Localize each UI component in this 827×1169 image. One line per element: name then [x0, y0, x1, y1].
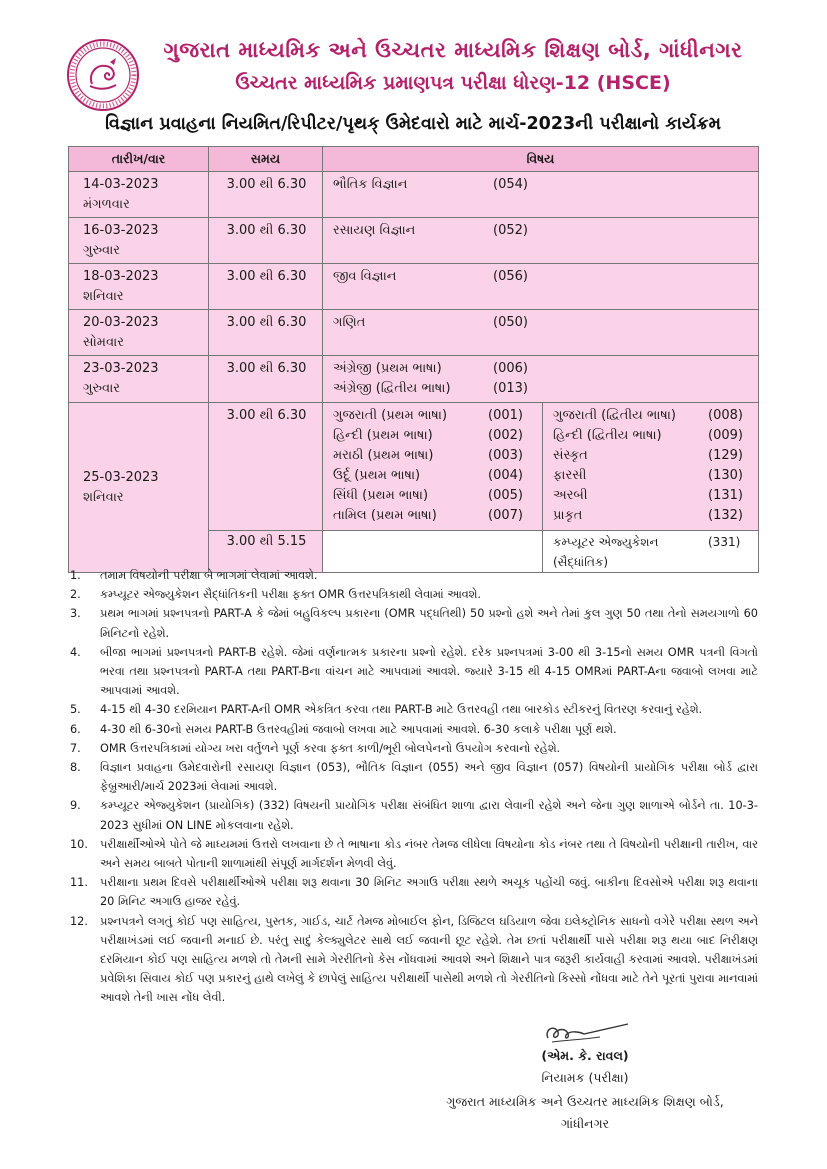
exam-date: 18-03-2023	[83, 269, 159, 284]
exam-time: 3.00 થી 6.30	[226, 361, 307, 376]
subject-name: ઉર્દૂ (પ્રથમ ભાષા)	[333, 468, 421, 483]
subject-code: (131)	[708, 488, 743, 503]
exam-name-heading: ઉચ્ચતર માધ્યમિક પ્રમાણપત્ર પરીક્ષા ધોરણ-12 (HSCE)	[235, 72, 671, 94]
exam-date: 20-03-2023	[83, 315, 159, 330]
schedule-title: વિજ્ઞાન પ્રવાહના નિયમિત/રિપીટર/પૃથક્ ઉમેદવારો માટે માર્ચ-2023ની પરીક્ષાનો કાર્યક્રમ	[105, 114, 721, 134]
item-number: 2.	[70, 588, 81, 602]
signatory-org: ગુજરાત માધ્યમિક અને ઉચ્ચતર માધ્યમિક શિક્ષણ બોર્ડ,	[446, 1094, 724, 1109]
exam-day: શનિવાર	[83, 289, 124, 304]
exam-day: ગુરુવાર	[83, 381, 121, 396]
item-text: કમ્પ્યૂટર એજ્યુકેશન સૈદ્ધાંતિકની પરીક્ષા ફક્ત OMR ઉત્તરપત્રિકાથી લેવામાં આવશે.	[100, 588, 481, 602]
item-number: 7.	[70, 741, 81, 755]
item-number: 8.	[70, 761, 81, 775]
signatory-title: નિયામક (પરીક્ષા)	[541, 1070, 629, 1085]
exam-day: શનિવાર	[83, 490, 124, 505]
exam-date: 23-03-2023	[83, 361, 159, 376]
exam-time: 3.00 થી 6.30	[226, 408, 307, 423]
exam-schedule-table	[68, 146, 759, 573]
header-date-day: તારીખ/વાર	[69, 147, 209, 172]
list-item	[70, 873, 758, 911]
subject-code: (006)	[493, 361, 528, 376]
subject-name: સંસ્કૃત	[553, 448, 588, 463]
subject-name: જીવ વિજ્ઞાન	[333, 269, 397, 284]
subject-code: (056)	[493, 269, 528, 284]
list-item	[70, 585, 758, 604]
instructions-list	[70, 566, 758, 1008]
list-item	[70, 720, 758, 739]
time-cell	[209, 310, 323, 356]
header-subject: વિષય	[323, 147, 759, 172]
time-cell	[209, 218, 323, 264]
subject-name: રસાયણ વિજ્ઞાન	[333, 223, 416, 238]
subject-name: ફારસી	[553, 468, 587, 483]
subject-cell-second-language	[543, 403, 759, 531]
item-number: 11.	[70, 876, 88, 890]
item-text: બીજા ભાગમાં પ્રશ્નપત્રનો PART-B રહેશે. જેમાં વર્ણનાત્મક પ્રકારના પ્રશ્નો રહેશે. દરેક પ્રશ્નપત્રમાં 3-00 થી 3-15નો સમય OMR પત્રની વિગતો ભરવા તથા પ્રશ્નપત્રનો PART-A તથા PART-Bના વાંચન માટે આપવામાં આવશે. જ્યારે 3-15 થી 4-15 OMRમાં PART-Aના જવાબો લખવા માટે આપવામાં આવશે.	[100, 645, 758, 698]
subject-cell	[323, 310, 759, 356]
list-item	[70, 566, 758, 585]
list-item	[70, 604, 758, 642]
subject-code: (008)	[708, 408, 743, 423]
item-text: વિજ્ઞાન પ્રવાહના ઉમેદવારોની રસાયણ વિજ્ઞાન (053), ભૌતિક વિજ્ઞાન (055) અને જીવ વિજ્ઞાન (057) વિષયોની પ્રાયોગિક પરીક્ષા બોર્ડ દ્વારા ફેબ્રુઆરી/માર્ચ 2023માં લેવામાં આવશે.	[100, 761, 758, 794]
table-row	[69, 172, 759, 218]
subject-name: ગુજરાતી (દ્વિતીય ભાષા)	[553, 408, 676, 423]
exam-date: 25-03-2023	[83, 470, 159, 485]
time-cell	[209, 356, 323, 403]
subject-name: ભૌતિક વિજ્ઞાન	[333, 177, 408, 192]
exam-time: 3.00 થી 6.30	[226, 315, 307, 330]
subject-code: (001)	[488, 408, 523, 423]
subject-code: (132)	[708, 508, 743, 523]
subject-code: (130)	[708, 468, 743, 483]
date-cell	[69, 172, 209, 218]
item-text: પ્રશ્નપત્રને લગતું કોઈ પણ સાહિત્ય, પુસ્તક, ગાઈડ, ચાર્ટ તેમજ મોબાઈલ ફોન, ડિજિટલ ઘડિયાળ જેવા ઇલેક્ટ્રોનિક સાધનો વગેરે પરીક્ષા સ્થળ અને પરીક્ષાખંડમાં લઈ જવાની મનાઈ છે. પરંતુ સાદું કેલ્ક્યુલેટર સાથે લઈ જવાની છૂટ રહેશે. તેમ છતાં પરીક્ષાર્થી પાસે પરીક્ષા શરૂ થયા બાદ નિરીક્ષણ દરમિયાન કોઈ પણ સાહિત્ય મળશે તો તેમની સામે ગેરરીતિનો કેસ નોંધવામાં આવશે અને શિક્ષાને પાત્ર જરૂરી કાર્યવાહી કરવામાં આવશે. પરીક્ષાખંડમાં પ્રવેશિકા સિવાય કોઈ પણ પ્રકારનું હાથે લખેલું કે છાપેલું સાહિત્ય પરીક્ષાર્થી પાસેથી મળશે તો ગેરરીતિનો કિસ્સો નોંધવા માટે તેને પૂરતાં પુરાવા માનવામાં આવશે તેની ખાસ નોંધ લેવી.	[100, 914, 758, 1005]
subject-name: પ્રાકૃત	[553, 508, 583, 523]
subject-name: ગણિત	[333, 315, 366, 330]
subject-cell	[323, 218, 759, 264]
date-cell	[69, 310, 209, 356]
list-item	[70, 700, 758, 719]
subject-code: (331)	[708, 535, 741, 549]
item-text: 4-30 થી 6-30નો સમય PART-B ઉત્તરવહીમાં જવાબો લખવા માટે આપવામાં આવશે. 6-30 કલાકે પરીક્ષા પૂર્ણ થશે.	[100, 722, 617, 736]
subject-name: ગુજરાતી (પ્રથમ ભાષા)	[333, 408, 448, 423]
exam-time: 3.00 થી 5.15	[226, 534, 307, 549]
subject-name: હિન્દી (પ્રથમ ભાષા)	[333, 428, 433, 443]
subject-name: અંગ્રેજી (દ્વિતીય ભાષા)	[333, 381, 451, 396]
item-text: 4-15 થી 4-30 દરમિયાન PART-Aની OMR એકત્રિત કરવા તથા PART-B માટે ઉત્તરવહી તથા બારકોડ સ્ટીકરનું વિતરણ કરવાનું રહેશે.	[100, 703, 703, 717]
time-cell	[209, 172, 323, 218]
subject-cell-first-language	[323, 403, 543, 531]
exam-date: 14-03-2023	[83, 177, 159, 192]
subject-cell	[323, 264, 759, 310]
list-item	[70, 796, 758, 834]
item-number: 12.	[70, 914, 88, 928]
date-cell	[69, 218, 209, 264]
exam-time: 3.00 થી 6.30	[226, 177, 307, 192]
item-number: 10.	[70, 837, 88, 851]
time-cell	[209, 264, 323, 310]
subject-code: (004)	[488, 468, 523, 483]
item-number: 1.	[70, 569, 81, 582]
subject-cell	[323, 172, 759, 218]
table-row	[69, 310, 759, 356]
subject-name: અરબી	[553, 488, 588, 503]
signatory-place: ગાંધીનગર	[560, 1116, 610, 1131]
subject-code: (013)	[493, 381, 528, 396]
board-logo-icon	[66, 38, 140, 112]
date-cell	[69, 264, 209, 310]
list-item	[70, 643, 758, 701]
item-number: 9.	[70, 799, 81, 813]
subject-cell	[323, 356, 759, 403]
subject-code: (003)	[488, 448, 523, 463]
exam-date: 16-03-2023	[83, 223, 159, 238]
date-cell	[69, 403, 209, 573]
item-text: પરીક્ષાના પ્રથમ દિવસે પરીક્ષાર્થીઓએ પરીક્ષા શરૂ થવાના 30 મિનિટ અગાઉ પરીક્ષા સ્થળે અચૂક પહોંચી જવું. બાકીના દિવસોએ પરીક્ષા શરૂ થવાના 20 મિનિટ અગાઉ હાજર રહેવું.	[100, 876, 758, 909]
list-item	[70, 912, 758, 1008]
header-time: સમય	[209, 147, 323, 172]
list-item	[70, 758, 758, 796]
subject-name: કમ્પ્યૂટર એજ્યુકેશન (સૈદ્ધાંતિક)	[553, 535, 659, 569]
time-cell	[209, 403, 323, 531]
item-number: 4.	[70, 645, 81, 659]
subject-code: (054)	[493, 177, 528, 192]
subject-code: (052)	[493, 223, 528, 238]
table-row	[69, 218, 759, 264]
exam-day: ગુરુવાર	[83, 243, 121, 258]
subject-code: (007)	[488, 508, 523, 523]
subject-code: (009)	[708, 428, 743, 443]
item-number: 5.	[70, 703, 81, 717]
item-text: OMR ઉત્તરપત્રિકામાં યોગ્ય ખરા વર્તુળને પૂર્ણ કરવા ફક્ત કાળી/ભૂરી બોલપેનનો ઉપયોગ કરવાનો રહેશે.	[100, 741, 561, 755]
item-text: પ્રથમ ભાગમાં પ્રશ્નપત્રનો PART-A કે જેમાં બહુવિકલ્પ પ્રકારના (OMR પદ્ધતિથી) 50 પ્રશ્નો હશે અને તેમાં કુલ ગુણ 50 તથા તેનો સમયગાળો 60 મિનિટનો રહેશે.	[100, 607, 758, 640]
subject-code: (129)	[708, 448, 743, 463]
subject-name: હિન્દી (દ્વિતીય ભાષા)	[553, 428, 662, 443]
subject-name: તામિલ (પ્રથમ ભાષા)	[333, 508, 437, 523]
signature-icon	[540, 1020, 636, 1046]
item-number: 3.	[70, 607, 81, 621]
item-text: પરીક્ષાર્થીઓએ પોતે જે માધ્યમમાં ઉત્તરો લખવાના છે તે ભાષાના કોડ નંબર તેમજ લીધેલા વિષયોના કોડ નંબર તથા તે વિષયોની પરીક્ષાની તારીખ, વાર અને સમય બાબતે પોતાની શાળામાંથી સંપૂર્ણ માર્ગદર્શન મેળવી લેવું.	[100, 837, 758, 871]
table-row	[69, 356, 759, 403]
subject-name: અંગ્રેજી (પ્રથમ ભાષા)	[333, 361, 442, 376]
item-number: 6.	[70, 722, 81, 736]
subject-code: (050)	[493, 315, 528, 330]
date-cell	[69, 356, 209, 403]
signatory-name: (એમ. કે. રાવલ)	[541, 1048, 629, 1063]
exam-time: 3.00 થી 6.30	[226, 223, 307, 238]
subject-name: મરાઠી (પ્રથમ ભાષા)	[333, 448, 434, 463]
item-text: કમ્પ્યૂટર એજ્યુકેશન (પ્રાયોગિક) (332) વિષયની પ્રાયોગિક પરીક્ષા સંબંધિત શાળા દ્વારા લેવાની રહેશે અને જેના ગુણ શાળાએ બોર્ડને તા. 10-3-2023 સુધીમાં ON LINE મોકલવાના રહેશે.	[100, 799, 758, 832]
table-row	[69, 264, 759, 310]
table-header-row	[69, 147, 759, 172]
subject-code: (005)	[488, 488, 523, 503]
subject-code: (002)	[488, 428, 523, 443]
exam-day: મંગળવાર	[83, 197, 130, 212]
subject-name: સિંધી (પ્રથમ ભાષા)	[333, 488, 429, 503]
list-item	[70, 835, 758, 873]
list-item	[70, 739, 758, 758]
item-text: તમામ વિષયોની પરીક્ષા બે ભાગમાં લેવામાં આવશે.	[100, 569, 318, 582]
table-row	[69, 403, 759, 531]
board-name-heading: ગુજરાત માધ્યમિક અને ઉચ્ચતર માધ્યમિક શિક્ષણ બોર્ડ, ગાંધીનગર	[163, 38, 743, 62]
exam-time: 3.00 થી 6.30	[226, 269, 307, 284]
exam-day: સોમવાર	[83, 335, 124, 350]
